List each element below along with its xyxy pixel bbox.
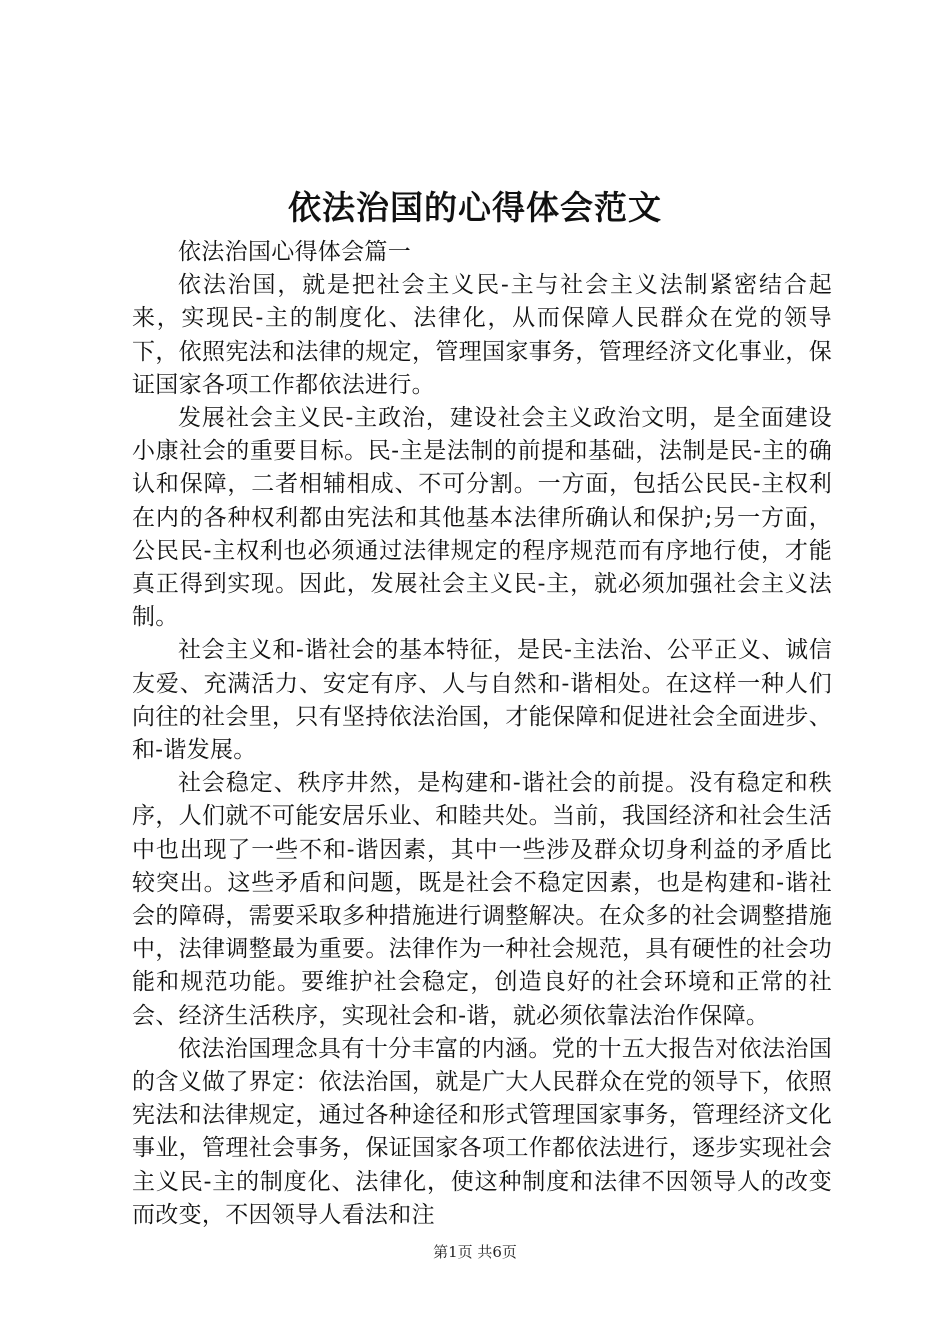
document-body xyxy=(132,236,832,1232)
paragraph-2: 发展社会主义民-主政治，建设社会主义政治文明，是全面建设小康社会的重要目标。民-主是法制的前提和基础，法制是民-主的确认和保障，二者相辅相成、不可分割。一方面，包括公民民-主权利在内的各种权利都由宪法和其他基本法律所确认和保护;另一方面，公民民-主权利也必须通过法律规定的程序规范而有序地行使，才能真正得到实现。因此，发展社会主义民-主，就必须加强社会主义法制。 xyxy=(132,405,832,631)
paragraph-5: 依法治国理念具有十分丰富的内涵。党的十五大报告对依法治国的含义做了界定：依法治国，就是广大人民群众在党的领导下，依照宪法和法律规定，通过各种途径和形式管理国家事务，管理经济文化事业，管理社会事务，保证国家各项工作都依法进行，逐步实现社会主义民-主的制度化、法律化，使这种制度和法律不因领导人的改变而改变，不因领导人看法和注 xyxy=(132,1035,832,1228)
section-heading: 依法治国心得体会篇一 xyxy=(178,239,411,265)
paragraph-3: 社会主义和-谐社会的基本特征，是民-主法治、公平正义、诚信友爱、充满活力、安定有序、人与自然和-谐相处。在这样一种人们向往的社会里，只有坚持依法治国，才能保障和促进社会全面进步、和-谐发展。 xyxy=(132,637,832,764)
page-number-footer: 第1页 共6页 xyxy=(433,1243,517,1261)
paragraph-1: 依法治国，就是把社会主义民-主与社会主义法制紧密结合起来，实现民-主的制度化、法律化，从而保障人民群众在党的领导下，依照宪法和法律的规定，管理国家事务，管理经济文化事业，保证国家各项工作都依法进行。 xyxy=(132,272,832,398)
document-title: 依法治国的心得体会范文 xyxy=(288,188,662,227)
paragraph-4: 社会稳定、秩序井然，是构建和-谐社会的前提。没有稳定和秩序，人们就不可能安居乐业、和睦共处。当前，我国经济和社会生活中也出现了一些不和-谐因素，其中一些涉及群众切身利益的矛盾比较突出。这些矛盾和问题，既是社会不稳定因素，也是构建和-谐社会的障碍，需要采取多种措施进行调整解决。在众多的社会调整措施中，法律调整最为重要。法律作为一种社会规范，具有硬性的社会功能和规范功能。要维护社会稳定，创造良好的社会环境和正常的社会、经济生活秩序，实现社会和-谐，就必须依靠法治作保障。 xyxy=(132,770,832,1029)
